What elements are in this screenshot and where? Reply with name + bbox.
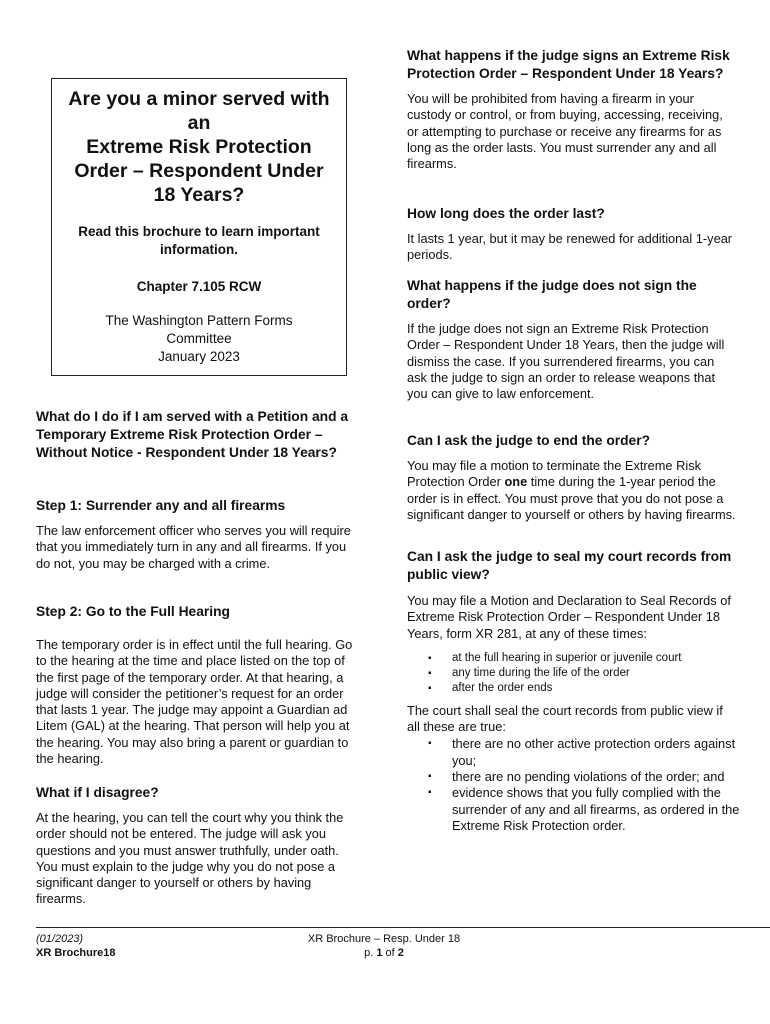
cover-title-line: Order – Respondent Under [74, 160, 324, 182]
cover-title-line: Are you a minor served with [68, 88, 330, 110]
cover-title-line: 18 Years? [153, 184, 245, 206]
page-of: of [382, 947, 398, 959]
notsign-section [407, 277, 737, 402]
last-text: It lasts 1 year, but it may be renewed for additional 1-year periods. [407, 231, 733, 263]
list-item: ▪ there are no other active protection orders against you; [452, 736, 752, 769]
step1-text: The law enforcement officer who serves you will require that you immediately turn in any and all firearms. If you do not, you may be charged with a crime. [36, 523, 351, 571]
signs-heading: What happens if the judge signs an Extreme Risk Protection Order – Respondent Under 18 Years? [407, 48, 730, 81]
court-conditions-list [407, 736, 752, 834]
step2-section [36, 603, 358, 767]
cover-box [51, 78, 347, 376]
seal-text: You may file a Motion and Declaration to Seal Records of Extreme Risk Protection Order – Respondent Under 18 Years, form XR 281, at any of these times: [407, 593, 731, 641]
cover-title-line: Extreme Risk Protection [86, 136, 312, 158]
signs-section [407, 47, 737, 172]
step2-heading: Step 2: Go to the Full Hearing [36, 604, 230, 619]
cover-org [52, 312, 346, 366]
step1-heading: Step 1: Surrender any and all firearms [36, 498, 286, 513]
disagree-heading: What if I disagree? [36, 785, 159, 800]
last-section [407, 205, 737, 264]
cover-date: January 2023 [158, 349, 240, 364]
page-number [284, 946, 484, 960]
served-section [36, 408, 358, 462]
last-heading: How long does the order last? [407, 206, 605, 221]
cover-lead-line: information. [160, 242, 238, 257]
cover-org-line: Committee [166, 331, 232, 346]
cover-title [62, 87, 336, 207]
list-item: ▪ there are no pending violations of the order; and [452, 769, 752, 785]
disagree-section [36, 784, 358, 908]
disagree-text: At the hearing, you can tell the court why you think the order should not be entered. The judge will ask you questions and you must answer truthfully, under oath. You must explain to the judge why you do not pose a significant danger to yourself or others by having firearms. [36, 810, 344, 907]
step1-section [36, 497, 358, 572]
footer-date: (01/2023) [36, 933, 84, 945]
court-text: The court shall seal the court records from public view if all these are true: [407, 702, 723, 735]
end-text-part: You may file a motion to terminate the Extreme Risk Protection Order [407, 458, 701, 490]
end-section [407, 432, 737, 523]
list-item: ▪ after the order ends [452, 681, 737, 696]
cover-chapter: Chapter 7.105 RCW [136, 279, 262, 294]
list-item: ▪ at the full hearing in superior or juvenile court [452, 651, 737, 666]
footer-form-id: XR Brochure18 [36, 947, 116, 959]
signs-text: You will be prohibited from having a firearm in your custody or control, or from buying, accessing, receiving, or attempting to purchase or receive any firearms for as long as the order lasts. You must surrender any and all firearms. [407, 91, 723, 172]
step2-text: The temporary order is in effect until the full hearing. Go to the hearing at the time and place listed on the top of the first page of the temporary order. At that hearing, a judge will consider the petitioner’s request for an order that lasts 1 year. The judge may appoint a Guardian ad Litem (GAL) at the hearing. That person will help you at the hearing. You may also bring a parent or guardian to the hearing. [36, 637, 353, 767]
cover-lead-line: Read this brochure to learn important [78, 224, 320, 239]
seal-heading: Can I ask the judge to seal my court records from public view? [407, 549, 732, 582]
seal-section [407, 548, 740, 834]
page-prefix: p. [364, 947, 377, 959]
cover-title-line: an [187, 112, 211, 134]
cover-lead [60, 223, 338, 259]
list-item: ▪ evidence shows that you fully complied with the surrender of any and all firearms, as ordered in the Extreme Risk Protection order. [452, 785, 752, 834]
footer-left [36, 932, 115, 960]
notsign-text: If the judge does not sign an Extreme Risk Protection Order – Respondent Under 18 Years, then the judge will dismiss the case. If you surrendered firearms, you can ask the judge to sign an order to release weapons that you can give to law enforcement. [407, 321, 725, 402]
end-text-part: time during the 1-year period the order is in effect. You must prove that you do not pose a significant danger to yourself or others by having firearms. [407, 474, 736, 522]
page-total: 2 [397, 947, 404, 959]
page-current: 1 [376, 947, 383, 959]
notsign-heading: What happens if the judge does not sign the order? [407, 278, 697, 311]
footer-title: XR Brochure – Resp. Under 18 [307, 933, 461, 945]
end-text [407, 458, 737, 523]
end-text-emphasis: one [504, 474, 528, 490]
seal-times-list [407, 651, 737, 696]
served-heading: What do I do if I am served with a Petition and a Temporary Extreme Risk Protection Order – Without Notice - Respondent Under 18 Years? [36, 409, 348, 460]
list-item: ▪ any time during the life of the order [452, 666, 737, 681]
footer-divider [36, 927, 770, 928]
cover-org-line: The Washington Pattern Forms [105, 313, 293, 328]
footer-center [284, 932, 484, 960]
end-heading: Can I ask the judge to end the order? [407, 433, 651, 448]
